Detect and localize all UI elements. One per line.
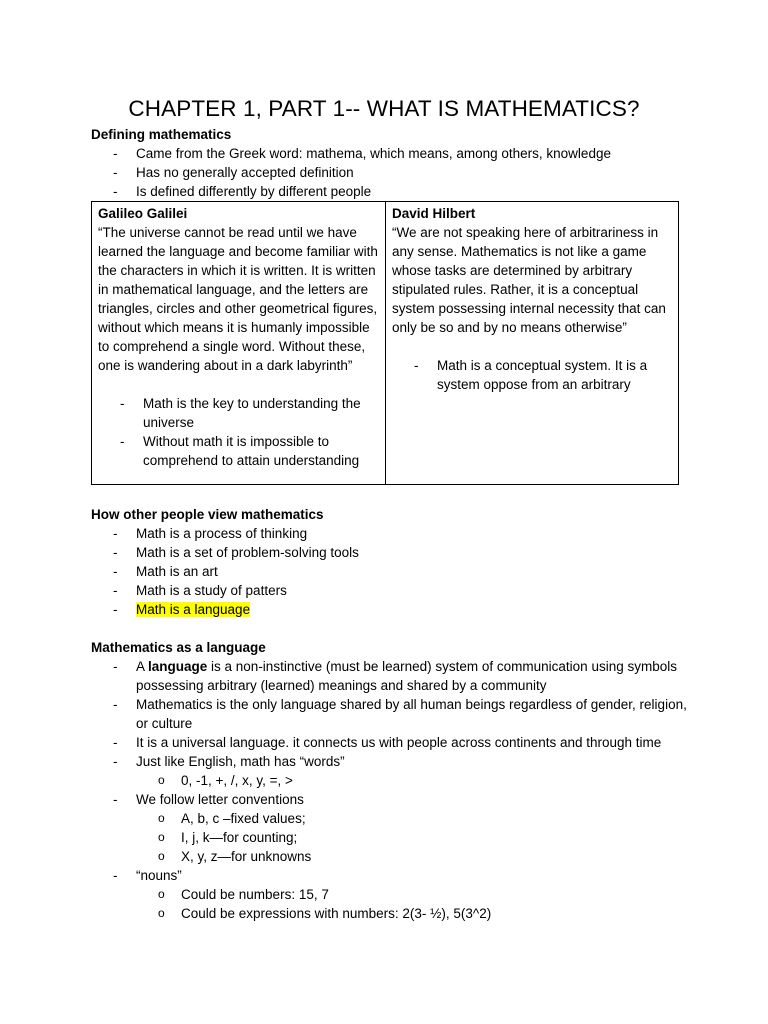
list-item: - Math is an art — [0, 562, 768, 581]
quote-cell-hilbert — [386, 202, 679, 485]
language-list — [0, 657, 768, 923]
quote-text: “The universe cannot be read until we have learned the language and become familiar with the characters in which it is written. It is written in mathematical language, and the letters are triangles, circles and other geometrical figures, without which means it is humanly impossible to comprehend a single word. Without these, one is wandering about in a dark labyrinth” — [98, 225, 378, 373]
quote-author: Galileo Galilei — [98, 206, 188, 221]
sub-list-item: o X, y, z—for unknowns — [136, 847, 698, 866]
list-item-highlighted — [0, 600, 768, 619]
sub-list-item: o 0, -1, +, /, x, y, =, > — [136, 771, 698, 790]
list-item: - Math is a study of patters — [0, 581, 768, 600]
section-heading-language: Mathematics as a language — [91, 640, 266, 655]
sub-list-item: o I, j, k—for counting; — [136, 828, 698, 847]
bold-term: language — [148, 659, 208, 674]
list-item: - It is a universal language. it connects us with people across continents and through time — [0, 733, 768, 752]
sub-list-item: o A, b, c –fixed values; — [136, 809, 698, 828]
list-item: - We follow letter conventions o A, b, c –fixed values; o I, j, k—for counting; o X, y, z—for unknowns — [0, 790, 768, 866]
list-item: - Came from the Greek word: mathema, which means, among others, knowledge — [0, 144, 768, 163]
list-item: - Mathematics is the only language shared by all human beings regardless of gender, religion, or culture — [0, 695, 768, 733]
list-item: - Math is a conceptual system. It is a system oppose from an arbitrary — [392, 356, 672, 394]
highlighted-text: Math is a language — [136, 602, 251, 617]
section-heading-views: How other people view mathematics — [91, 507, 324, 522]
quote-text: “We are not speaking here of arbitrariness in any sense. Mathematics is not like a game whose tasks are determined by arbitrary stipulated rules. Rather, it is a conceptual system possessing internal necessity that can only be so and by no means otherwise” — [392, 225, 666, 335]
quotes-table — [91, 201, 679, 485]
list-item: - Math is a process of thinking — [0, 524, 768, 543]
list-item: - “nouns” o Could be numbers: 15, 7 o Could be expressions with numbers: 2(3- ½), 5(3^2) — [0, 866, 768, 923]
list-item: - Has no generally accepted definition — [0, 163, 768, 182]
sub-list-item: o Could be numbers: 15, 7 — [136, 885, 698, 904]
quote-author: David Hilbert — [392, 206, 476, 221]
sub-list-item: o Could be expressions with numbers: 2(3- ½), 5(3^2) — [136, 904, 698, 923]
page-title: CHAPTER 1, PART 1-- WHAT IS MATHEMATICS? — [128, 96, 640, 121]
quote-points — [392, 356, 672, 394]
sub-list — [136, 771, 698, 790]
list-item: - Is defined differently by different people — [0, 182, 768, 201]
section-heading-defining: Defining mathematics — [91, 127, 232, 142]
list-item: - Just like English, math has “words” o 0, -1, +, /, x, y, =, > — [0, 752, 768, 790]
list-item: - Without math it is impossible to comprehend to attain understanding — [98, 432, 379, 470]
defining-list — [0, 144, 768, 201]
sub-list — [136, 885, 698, 923]
views-list — [0, 524, 768, 619]
sub-list — [136, 809, 698, 866]
quote-cell-galilei — [92, 202, 386, 485]
list-item: - Math is a set of problem-solving tools — [0, 543, 768, 562]
list-item: - Math is the key to understanding the universe — [98, 394, 379, 432]
list-item: - A language is a non-instinctive (must be learned) system of communication using symbols possessing arbitrary (learned) meanings and shared by a community — [0, 657, 768, 695]
quote-points — [98, 394, 379, 470]
